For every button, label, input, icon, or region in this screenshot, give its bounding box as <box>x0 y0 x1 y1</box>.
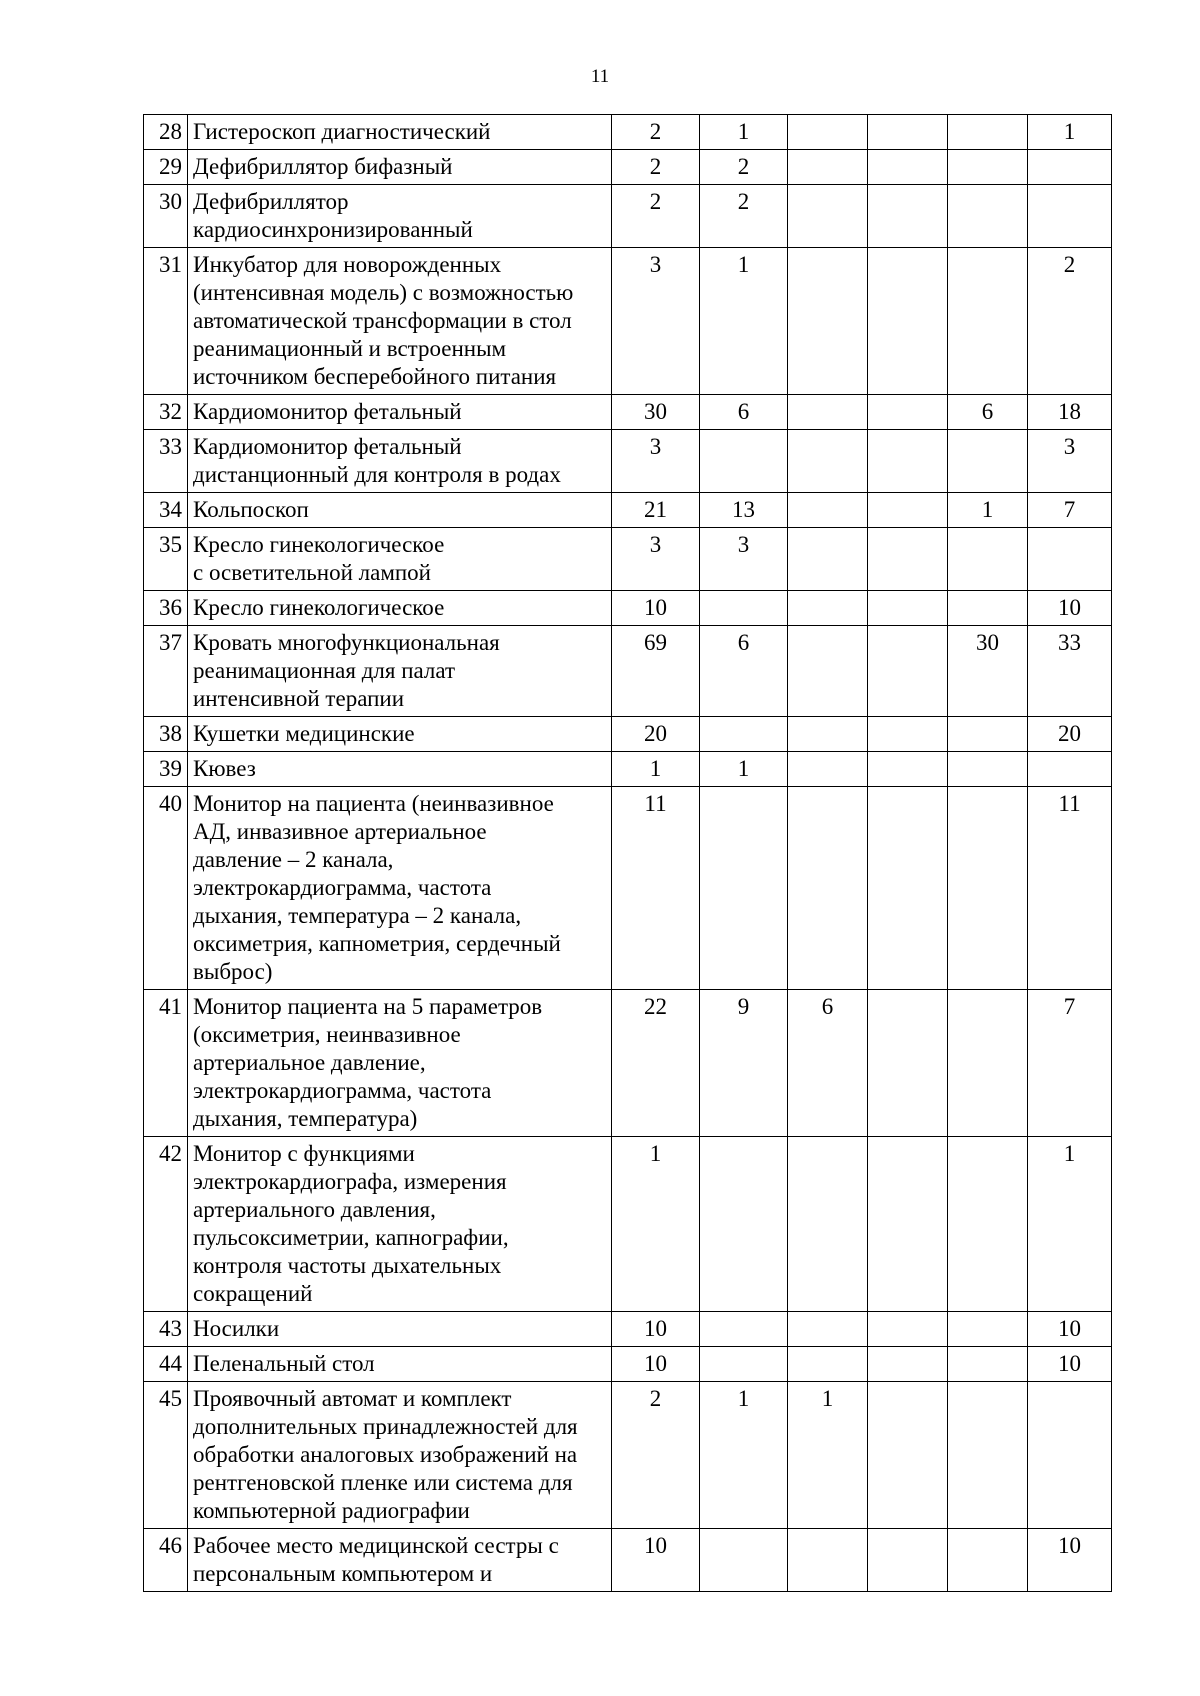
quantity-cell: 6 <box>700 626 788 717</box>
equipment-name: Кровать многофункциональная реанимационная для палат интенсивной терапии <box>188 626 612 717</box>
table-row <box>144 1382 1112 1529</box>
total-quantity-cell: 3 <box>612 248 700 395</box>
quantity-cell: 10 <box>1028 1529 1112 1592</box>
quantity-cell <box>948 1312 1028 1347</box>
quantity-cell <box>700 1312 788 1347</box>
quantity-cell: 2 <box>700 185 788 248</box>
quantity-cell: 33 <box>1028 626 1112 717</box>
quantity-cell: 1 <box>700 115 788 150</box>
page-number: 11 <box>590 66 610 87</box>
row-number: 46 <box>144 1529 188 1592</box>
quantity-cell <box>788 717 868 752</box>
row-number: 33 <box>144 430 188 493</box>
total-quantity-cell: 2 <box>612 1382 700 1529</box>
quantity-cell <box>948 1382 1028 1529</box>
quantity-cell <box>948 248 1028 395</box>
table-row <box>144 493 1112 528</box>
quantity-cell <box>788 591 868 626</box>
quantity-cell: 1 <box>788 1382 868 1529</box>
equipment-name: Рабочее место медицинской сестры с персональным компьютером и <box>188 1529 612 1592</box>
quantity-cell: 7 <box>1028 990 1112 1137</box>
quantity-cell <box>788 493 868 528</box>
quantity-cell: 6 <box>700 395 788 430</box>
row-number: 31 <box>144 248 188 395</box>
table-row <box>144 185 1112 248</box>
quantity-cell <box>868 115 948 150</box>
total-quantity-cell: 1 <box>612 1137 700 1312</box>
quantity-cell: 30 <box>948 626 1028 717</box>
table-row <box>144 1137 1112 1312</box>
row-number: 42 <box>144 1137 188 1312</box>
quantity-cell <box>868 430 948 493</box>
equipment-name: Кушетки медицинские <box>188 717 612 752</box>
table-row <box>144 1312 1112 1347</box>
quantity-cell <box>700 430 788 493</box>
quantity-cell <box>948 787 1028 990</box>
quantity-cell: 20 <box>1028 717 1112 752</box>
quantity-cell: 9 <box>700 990 788 1137</box>
equipment-name: Монитор пациента на 5 параметров (оксиметрия, неинвазивное артериальное давление, электрокардиограмма, частота дыхания, температура) <box>188 990 612 1137</box>
row-number: 45 <box>144 1382 188 1529</box>
quantity-cell: 10 <box>1028 1312 1112 1347</box>
quantity-cell <box>868 717 948 752</box>
quantity-cell <box>868 591 948 626</box>
total-quantity-cell: 2 <box>612 115 700 150</box>
quantity-cell: 18 <box>1028 395 1112 430</box>
quantity-cell <box>948 1137 1028 1312</box>
equipment-name: Дефибриллятор кардиосинхронизированный <box>188 185 612 248</box>
equipment-name: Монитор с функциями электрокардиографа, измерения артериального давления, пульсоксиметрии, капнографии, контроля частоты дыхательных сокращений <box>188 1137 612 1312</box>
quantity-cell: 1 <box>700 248 788 395</box>
equipment-name: Пеленальный стол <box>188 1347 612 1382</box>
table-row <box>144 717 1112 752</box>
quantity-cell <box>868 1529 948 1592</box>
equipment-name: Кардиомонитор фетальный дистанционный для контроля в родах <box>188 430 612 493</box>
quantity-cell <box>868 1347 948 1382</box>
table-row <box>144 787 1112 990</box>
quantity-cell <box>868 1137 948 1312</box>
total-quantity-cell: 11 <box>612 787 700 990</box>
row-number: 34 <box>144 493 188 528</box>
quantity-cell <box>868 990 948 1137</box>
quantity-cell <box>700 1347 788 1382</box>
row-number: 43 <box>144 1312 188 1347</box>
equipment-table <box>143 114 1112 1592</box>
quantity-cell <box>868 185 948 248</box>
row-number: 41 <box>144 990 188 1137</box>
quantity-cell: 11 <box>1028 787 1112 990</box>
table-row <box>144 528 1112 591</box>
quantity-cell <box>868 752 948 787</box>
quantity-cell <box>788 185 868 248</box>
row-number: 28 <box>144 115 188 150</box>
quantity-cell <box>868 248 948 395</box>
total-quantity-cell: 69 <box>612 626 700 717</box>
total-quantity-cell: 2 <box>612 150 700 185</box>
equipment-name: Кресло гинекологическое <box>188 591 612 626</box>
quantity-cell <box>948 990 1028 1137</box>
table-row <box>144 430 1112 493</box>
quantity-cell <box>868 787 948 990</box>
quantity-cell <box>788 1529 868 1592</box>
quantity-cell: 3 <box>700 528 788 591</box>
equipment-name: Кольпоскоп <box>188 493 612 528</box>
total-quantity-cell: 10 <box>612 1312 700 1347</box>
row-number: 29 <box>144 150 188 185</box>
quantity-cell <box>700 1529 788 1592</box>
quantity-cell <box>700 1137 788 1312</box>
equipment-name: Гистероскоп диагностический <box>188 115 612 150</box>
total-quantity-cell: 3 <box>612 528 700 591</box>
quantity-cell <box>788 752 868 787</box>
quantity-cell <box>788 430 868 493</box>
table-row <box>144 1347 1112 1382</box>
quantity-cell <box>1028 185 1112 248</box>
quantity-cell: 2 <box>700 150 788 185</box>
table-row <box>144 591 1112 626</box>
quantity-cell <box>1028 752 1112 787</box>
quantity-cell: 1 <box>1028 115 1112 150</box>
quantity-cell <box>948 185 1028 248</box>
quantity-cell <box>868 493 948 528</box>
total-quantity-cell: 22 <box>612 990 700 1137</box>
quantity-cell: 3 <box>1028 430 1112 493</box>
quantity-cell <box>700 591 788 626</box>
quantity-cell <box>788 1312 868 1347</box>
quantity-cell <box>948 591 1028 626</box>
row-number: 40 <box>144 787 188 990</box>
quantity-cell: 6 <box>948 395 1028 430</box>
quantity-cell <box>868 1312 948 1347</box>
quantity-cell <box>948 1347 1028 1382</box>
quantity-cell: 2 <box>1028 248 1112 395</box>
equipment-name: Носилки <box>188 1312 612 1347</box>
equipment-name: Кресло гинекологическое с осветительной лампой <box>188 528 612 591</box>
quantity-cell <box>948 528 1028 591</box>
quantity-cell <box>788 787 868 990</box>
table-row <box>144 150 1112 185</box>
table-row <box>144 752 1112 787</box>
quantity-cell <box>948 717 1028 752</box>
quantity-cell <box>788 248 868 395</box>
quantity-cell: 10 <box>1028 1347 1112 1382</box>
quantity-cell <box>788 1347 868 1382</box>
table-row <box>144 1529 1112 1592</box>
quantity-cell <box>948 150 1028 185</box>
total-quantity-cell: 1 <box>612 752 700 787</box>
total-quantity-cell: 10 <box>612 591 700 626</box>
total-quantity-cell: 3 <box>612 430 700 493</box>
quantity-cell <box>948 752 1028 787</box>
quantity-cell: 13 <box>700 493 788 528</box>
quantity-cell <box>700 717 788 752</box>
row-number: 44 <box>144 1347 188 1382</box>
total-quantity-cell: 10 <box>612 1529 700 1592</box>
quantity-cell: 1 <box>948 493 1028 528</box>
row-number: 36 <box>144 591 188 626</box>
row-number: 38 <box>144 717 188 752</box>
table-row <box>144 626 1112 717</box>
equipment-name: Инкубатор для новорожденных (интенсивная модель) с возможностью автоматической трансформации в стол реанимационный и встроенным источником бесперебойного питания <box>188 248 612 395</box>
quantity-cell <box>868 395 948 430</box>
quantity-cell: 7 <box>1028 493 1112 528</box>
total-quantity-cell: 20 <box>612 717 700 752</box>
quantity-cell <box>868 150 948 185</box>
total-quantity-cell: 30 <box>612 395 700 430</box>
quantity-cell <box>788 395 868 430</box>
equipment-name: Кардиомонитор фетальный <box>188 395 612 430</box>
quantity-cell <box>788 115 868 150</box>
quantity-cell: 1 <box>1028 1137 1112 1312</box>
row-number: 37 <box>144 626 188 717</box>
quantity-cell <box>1028 1382 1112 1529</box>
equipment-name: Монитор на пациента (неинвазивное АД, инвазивное артериальное давление – 2 канала, электрокардиограмма, частота дыхания, температура – 2 канала, оксиметрия, капнометрия, сердечный выброс) <box>188 787 612 990</box>
quantity-cell: 6 <box>788 990 868 1137</box>
quantity-cell <box>788 626 868 717</box>
quantity-cell <box>700 787 788 990</box>
quantity-cell <box>868 528 948 591</box>
quantity-cell <box>948 430 1028 493</box>
row-number: 30 <box>144 185 188 248</box>
quantity-cell <box>788 150 868 185</box>
total-quantity-cell: 21 <box>612 493 700 528</box>
quantity-cell <box>1028 150 1112 185</box>
quantity-cell: 10 <box>1028 591 1112 626</box>
table-row <box>144 248 1112 395</box>
total-quantity-cell: 10 <box>612 1347 700 1382</box>
equipment-name: Проявочный автомат и комплект дополнительных принадлежностей для обработки аналоговых изображений на рентгеновской пленке или система для компьютерной радиографии <box>188 1382 612 1529</box>
equipment-name: Кювез <box>188 752 612 787</box>
table-row <box>144 395 1112 430</box>
quantity-cell <box>868 626 948 717</box>
table-row <box>144 115 1112 150</box>
quantity-cell <box>788 1137 868 1312</box>
equipment-name: Дефибриллятор бифазный <box>188 150 612 185</box>
quantity-cell: 1 <box>700 1382 788 1529</box>
quantity-cell <box>948 1529 1028 1592</box>
table-row <box>144 990 1112 1137</box>
quantity-cell <box>868 1382 948 1529</box>
row-number: 39 <box>144 752 188 787</box>
quantity-cell: 1 <box>700 752 788 787</box>
quantity-cell <box>948 115 1028 150</box>
total-quantity-cell: 2 <box>612 185 700 248</box>
quantity-cell <box>1028 528 1112 591</box>
table-body <box>144 115 1112 1592</box>
row-number: 35 <box>144 528 188 591</box>
row-number: 32 <box>144 395 188 430</box>
quantity-cell <box>788 528 868 591</box>
